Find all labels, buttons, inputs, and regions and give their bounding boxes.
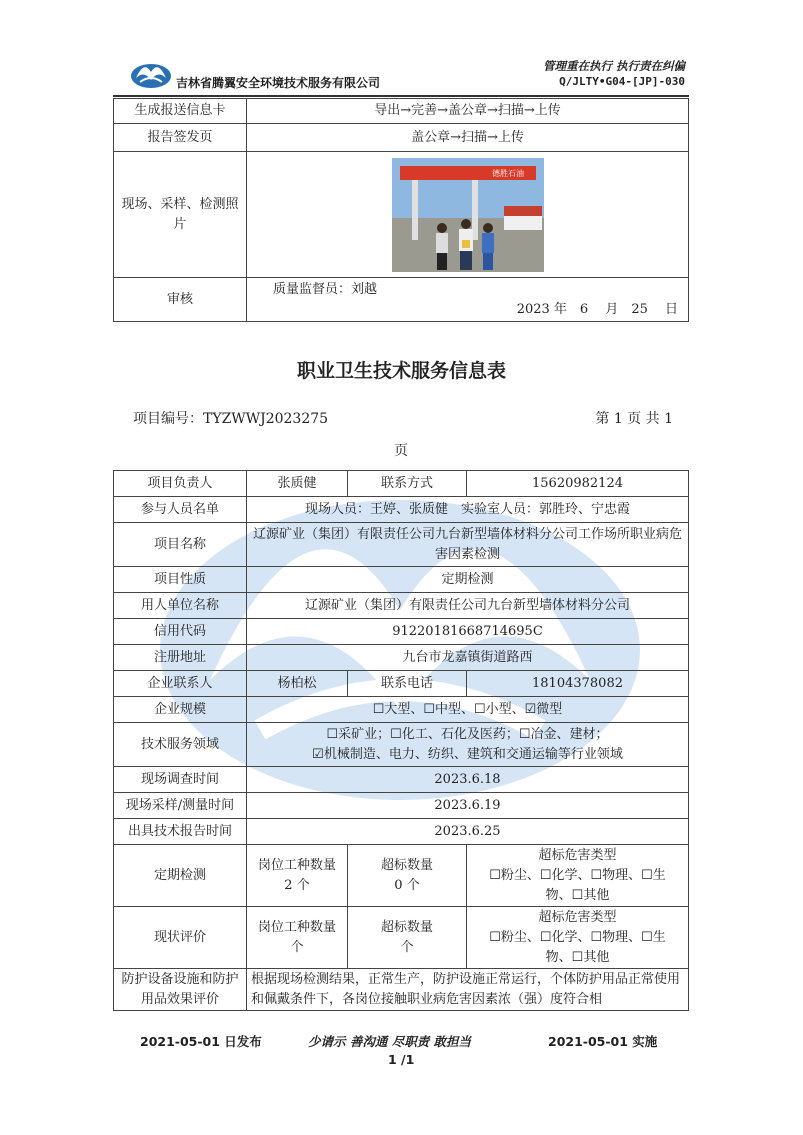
domain-line: ☑机械制造、电力、纺织、建筑和交通运输等行业领域 [312,746,623,762]
document-number: Q/JLTY•G04-[JP]-030 [559,75,685,88]
hazard-type-label: 超标危害类型 [538,909,617,925]
page-number: 1 /1 [388,1052,415,1067]
site-photo [392,158,544,272]
cell-label: 项目名称 [114,523,247,567]
table-row [114,278,689,322]
table-row [114,907,689,969]
quality-supervisor: 质量监督员：刘越 [273,281,378,297]
cell-label: 防护设备设施和防护用品效果评价 [114,969,247,1011]
audit-date: 2023 年 6 月 25 日 [516,301,678,317]
table-row [114,124,689,152]
cell-label: 出具技术报告时间 [114,819,247,845]
table-row [114,593,689,619]
cell-label: 项目负责人 [114,471,247,497]
periodic-posts [247,845,348,907]
issued-date: 2021-05-01 日发布 [140,1034,262,1049]
employer-value: 辽源矿业（集团）有限责任公司九台新型墙体材料分公司 [247,593,689,619]
photo-cell [247,152,689,278]
cell-label: 参与人员名单 [114,497,247,523]
survey-time-value: 2023.6.18 [247,767,689,793]
table-row [114,645,689,671]
cell-label: 现场调查时间 [114,767,247,793]
cell-label: 用人单位名称 [114,593,247,619]
station-sign: 德胜石油 [491,168,524,178]
posts-value: 2 个 [284,877,310,893]
row-label: 报告签发页 [114,124,247,152]
table-row [114,723,689,767]
header-slogan: 管理重在执行 执行责在纠偏 [542,59,685,73]
members-value: 现场人员：王婷、张质健 实验室人员：郭胜玲、宁忠霞 [247,497,689,523]
exceed-value: 0 个 [394,877,420,893]
audit-label: 审核 [114,278,247,322]
phone-value: 18104378082 [467,671,689,697]
cell-label: 企业联系人 [114,671,247,697]
workflow-table [113,98,689,322]
table-row [114,567,689,593]
cell-label: 企业规模 [114,697,247,723]
table-row [114,152,689,278]
project-name-value: 辽源矿业（集团）有限责任公司九台新型墙体材料分公司工作场所职业病危害因素检测 [247,523,689,567]
posts-label: 岗位工种数量 [257,919,336,935]
posts-value: 个 [290,939,304,955]
table-row [114,969,689,1011]
cell-label: 定期检测 [114,845,247,907]
exceed-label: 超标数量 [380,857,433,873]
cell-label: 联系电话 [348,671,467,697]
nature-value: 定期检测 [247,567,689,593]
contact-value: 15620982124 [467,471,689,497]
address-value: 九台市龙嘉镇街道路西 [247,645,689,671]
row-value: 导出→完善→盖公章→扫描→上传 [247,99,689,124]
status-exceed [348,907,467,969]
hazard-options: 物、☐其他 [545,949,610,965]
table-row [114,697,689,723]
cell-label: 注册地址 [114,645,247,671]
table-row [114,845,689,907]
row-value: 盖公章→扫描→上传 [247,124,689,152]
table-row [114,497,689,523]
periodic-exceed [348,845,467,907]
domain-line: ☐采矿业；☐化工、石化及医药；☐冶金、建材； [326,726,609,742]
ent-contact-value: 杨柏松 [247,671,348,697]
hazard-options: ☐粉尘、☐化学、☐物理、☐生 [489,929,666,945]
cell-label: 现状评价 [114,907,247,969]
leader-value: 张质健 [247,471,348,497]
status-hazards [467,907,689,969]
service-info-table [113,470,689,1011]
cell-label: 项目性质 [114,567,247,593]
page-info-continued: 页 [394,443,408,459]
domain-value [247,723,689,767]
page-title: 职业卫生技术服务信息表 [296,360,506,382]
table-row [114,99,689,124]
project-number: 项目编号：TYZWWJ2023275 [133,411,329,427]
row-label: 生成报送信息卡 [114,99,247,124]
company-name: 吉林省腾翼安全环境技术服务有限公司 [176,76,381,90]
cell-label: 信用代码 [114,619,247,645]
table-row [114,793,689,819]
posts-label: 岗位工种数量 [257,857,336,873]
exceed-label: 超标数量 [380,919,433,935]
cell-label: 技术服务领域 [114,723,247,767]
sampling-time-value: 2023.6.19 [247,793,689,819]
cell-label: 现场采样/测量时间 [114,793,247,819]
footer-motto: 少请示 善沟通 尽职责 敢担当 [308,1034,472,1049]
header-divider [113,95,689,97]
periodic-hazards [467,845,689,907]
table-row [114,523,689,567]
company-logo-icon [130,56,172,90]
scale-value: ☐大型、☐中型、☐小型、☑微型 [247,697,689,723]
hazard-options: 物、☐其他 [545,887,610,903]
table-row [114,819,689,845]
effective-date: 2021-05-01 实施 [548,1034,658,1049]
page-header [0,0,803,100]
table-row [114,767,689,793]
cell-label: 联系方式 [348,471,467,497]
report-time-value: 2023.6.25 [247,819,689,845]
credit-value: 91220181668714695C [247,619,689,645]
protect-text: 根据现场检测结果，正常生产，防护设施正常运行，个体防护用品正常使用和佩戴条件下，各岗位接触职业病危害因素浓（强）度符合相 [247,969,689,1011]
hazard-options: ☐粉尘、☐化学、☐物理、☐生 [489,867,666,883]
photo-label: 现场、采样、检测照片 [114,152,247,278]
table-row [114,671,689,697]
exceed-value: 个 [400,939,414,955]
hazard-type-label: 超标危害类型 [538,847,617,863]
table-row [114,471,689,497]
status-posts [247,907,348,969]
table-row [114,619,689,645]
page-info: 第 1 页 共 1 [595,411,673,427]
